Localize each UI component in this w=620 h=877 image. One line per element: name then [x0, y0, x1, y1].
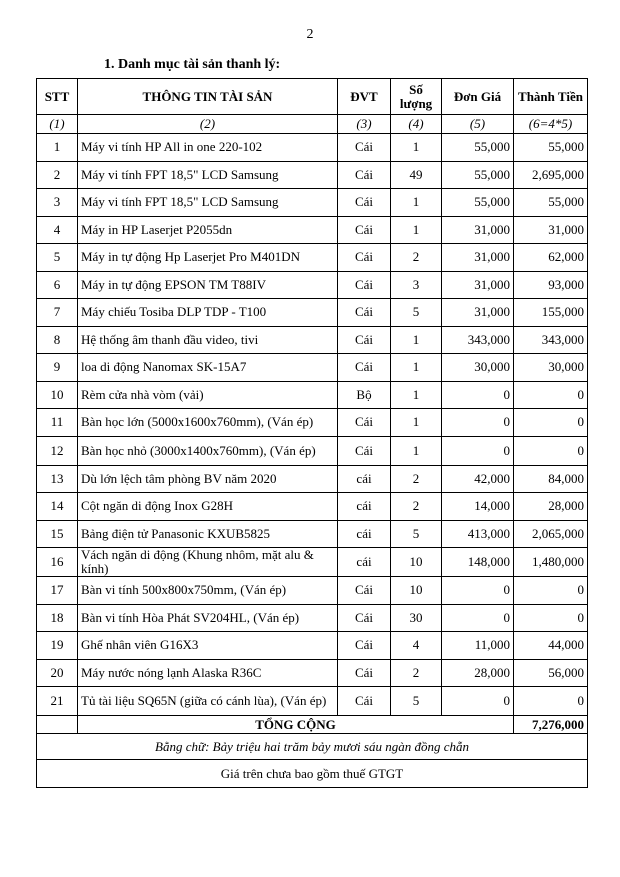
- row-amount: 1,480,000: [514, 548, 588, 577]
- row-asset-name: Bàn vi tính 500x800x750mm, (Ván ép): [78, 577, 338, 605]
- row-stt: 12: [37, 436, 78, 465]
- row-stt: 16: [37, 548, 78, 577]
- row-price: 0: [442, 687, 514, 716]
- row-amount: 343,000: [514, 326, 588, 354]
- table-row: [37, 465, 588, 493]
- row-price: 31,000: [442, 216, 514, 244]
- row-amount: 30,000: [514, 354, 588, 382]
- asset-table: [36, 78, 588, 788]
- table-row: [37, 687, 588, 716]
- row-amount: 84,000: [514, 465, 588, 493]
- row-unit: Cái: [338, 577, 391, 605]
- table-row: [37, 299, 588, 327]
- row-stt: 21: [37, 687, 78, 716]
- row-amount: 0: [514, 687, 588, 716]
- row-stt: 18: [37, 604, 78, 632]
- row-price: 42,000: [442, 465, 514, 493]
- row-amount: 44,000: [514, 632, 588, 660]
- table-row: [37, 189, 588, 217]
- total-row: [37, 716, 588, 734]
- row-unit: cái: [338, 465, 391, 493]
- row-unit: Cái: [338, 436, 391, 465]
- header-qty: Số lượng: [391, 79, 442, 115]
- row-stt: 7: [37, 299, 78, 327]
- row-qty: 3: [391, 271, 442, 299]
- row-qty: 5: [391, 687, 442, 716]
- row-unit: Cái: [338, 687, 391, 716]
- row-unit: Cái: [338, 189, 391, 217]
- row-qty: 5: [391, 520, 442, 548]
- row-amount: 31,000: [514, 216, 588, 244]
- code-cell: (3): [338, 115, 391, 134]
- table-row: [37, 548, 588, 577]
- row-qty: 2: [391, 493, 442, 521]
- row-qty: 2: [391, 465, 442, 493]
- row-amount: 0: [514, 577, 588, 605]
- row-stt: 5: [37, 244, 78, 272]
- row-amount: 62,000: [514, 244, 588, 272]
- row-price: 31,000: [442, 299, 514, 327]
- table-row: [37, 216, 588, 244]
- row-asset-name: Tủ tài liệu SQ65N (giữa có cánh lùa), (Ván ép): [78, 687, 338, 716]
- row-price: 0: [442, 436, 514, 465]
- row-asset-name: Bàn học nhỏ (3000x1400x760mm), (Ván ép): [78, 436, 338, 465]
- row-unit: Cái: [338, 244, 391, 272]
- row-amount: 93,000: [514, 271, 588, 299]
- vat-note: Giá trên chưa bao gồm thuế GTGT: [37, 760, 588, 788]
- row-qty: 1: [391, 189, 442, 217]
- row-qty: 1: [391, 409, 442, 437]
- row-price: 0: [442, 577, 514, 605]
- row-stt: 17: [37, 577, 78, 605]
- row-qty: 2: [391, 659, 442, 687]
- section-heading: 1. Danh mục tài sản thanh lý:: [104, 57, 281, 72]
- total-label: TỔNG CỘNG: [78, 716, 514, 734]
- row-unit: Cái: [338, 134, 391, 162]
- row-stt: 3: [37, 189, 78, 217]
- row-qty: 1: [391, 216, 442, 244]
- total-blank: [37, 716, 78, 734]
- row-stt: 9: [37, 354, 78, 382]
- table-row: [37, 326, 588, 354]
- row-asset-name: Vách ngăn di động (Khung nhôm, mặt alu & kính): [78, 548, 338, 577]
- code-cell: (1): [37, 115, 78, 134]
- row-asset-name: Bàn học lớn (5000x1600x760mm), (Ván ép): [78, 409, 338, 437]
- row-price: 0: [442, 409, 514, 437]
- row-price: 55,000: [442, 134, 514, 162]
- row-price: 28,000: [442, 659, 514, 687]
- row-amount: 2,695,000: [514, 161, 588, 189]
- row-amount: 0: [514, 604, 588, 632]
- row-unit: Cái: [338, 271, 391, 299]
- row-asset-name: Máy vi tính FPT 18,5" LCD Samsung: [78, 189, 338, 217]
- table-row: [37, 659, 588, 687]
- row-amount: 28,000: [514, 493, 588, 521]
- row-asset-name: Dù lớn lệch tâm phòng BV năm 2020: [78, 465, 338, 493]
- row-qty: 49: [391, 161, 442, 189]
- row-amount: 56,000: [514, 659, 588, 687]
- total-value: 7,276,000: [514, 716, 588, 734]
- table-row: [37, 271, 588, 299]
- table-row: [37, 409, 588, 437]
- row-price: 55,000: [442, 189, 514, 217]
- row-qty: 10: [391, 548, 442, 577]
- row-qty: 1: [391, 436, 442, 465]
- page-number: 2: [306, 27, 314, 42]
- row-price: 343,000: [442, 326, 514, 354]
- row-asset-name: Máy in HP Laserjet P2055dn: [78, 216, 338, 244]
- table-row: [37, 354, 588, 382]
- table-row: [37, 520, 588, 548]
- row-asset-name: Máy in tự động EPSON TM T88IV: [78, 271, 338, 299]
- row-unit: cái: [338, 520, 391, 548]
- row-qty: 2: [391, 244, 442, 272]
- table-row: [37, 493, 588, 521]
- row-price: 31,000: [442, 271, 514, 299]
- row-amount: 155,000: [514, 299, 588, 327]
- table-row: [37, 134, 588, 162]
- table-row: [37, 632, 588, 660]
- row-stt: 6: [37, 271, 78, 299]
- row-qty: 10: [391, 577, 442, 605]
- row-unit: Cái: [338, 604, 391, 632]
- table-row: [37, 436, 588, 465]
- in-words-row: [37, 734, 588, 760]
- row-asset-name: Bàn vi tính Hòa Phát SV204HL, (Ván ép): [78, 604, 338, 632]
- row-asset-name: Rèm cửa nhà vòm (vải): [78, 381, 338, 409]
- row-qty: 1: [391, 134, 442, 162]
- row-asset-name: Hệ thống âm thanh đầu video, tivi: [78, 326, 338, 354]
- row-qty: 4: [391, 632, 442, 660]
- row-price: 11,000: [442, 632, 514, 660]
- row-unit: Cái: [338, 216, 391, 244]
- row-unit: Cái: [338, 632, 391, 660]
- table-row: [37, 244, 588, 272]
- row-stt: 11: [37, 409, 78, 437]
- row-qty: 5: [391, 299, 442, 327]
- table-row: [37, 381, 588, 409]
- code-cell: (4): [391, 115, 442, 134]
- code-cell: (6=4*5): [514, 115, 588, 134]
- row-price: 31,000: [442, 244, 514, 272]
- row-asset-name: Máy chiếu Tosiba DLP TDP - T100: [78, 299, 338, 327]
- row-asset-name: Máy vi tính HP All in one 220-102: [78, 134, 338, 162]
- row-price: 413,000: [442, 520, 514, 548]
- row-price: 148,000: [442, 548, 514, 577]
- row-asset-name: Máy in tự động Hp Laserjet Pro M401DN: [78, 244, 338, 272]
- row-stt: 8: [37, 326, 78, 354]
- row-qty: 30: [391, 604, 442, 632]
- row-amount: 2,065,000: [514, 520, 588, 548]
- table-row: [37, 604, 588, 632]
- row-stt: 13: [37, 465, 78, 493]
- row-qty: 1: [391, 381, 442, 409]
- table-row: [37, 161, 588, 189]
- header-price: Đơn Giá: [442, 79, 514, 115]
- row-stt: 20: [37, 659, 78, 687]
- code-cell: (2): [78, 115, 338, 134]
- row-qty: 1: [391, 354, 442, 382]
- row-stt: 14: [37, 493, 78, 521]
- table-row: [37, 577, 588, 605]
- row-unit: cái: [338, 493, 391, 521]
- row-asset-name: Bảng điện tử Panasonic KXUB5825: [78, 520, 338, 548]
- in-words: Bằng chữ: Bảy triệu hai trăm bảy mươi sáu ngàn đồng chẵn: [37, 734, 588, 760]
- row-stt: 15: [37, 520, 78, 548]
- row-price: 14,000: [442, 493, 514, 521]
- row-asset-name: Ghế nhân viên G16X3: [78, 632, 338, 660]
- row-stt: 2: [37, 161, 78, 189]
- row-amount: 55,000: [514, 189, 588, 217]
- row-unit: Cái: [338, 161, 391, 189]
- header-stt: STT: [37, 79, 78, 115]
- row-price: 0: [442, 381, 514, 409]
- column-code-row: [37, 115, 588, 134]
- code-cell: (5): [442, 115, 514, 134]
- row-price: 30,000: [442, 354, 514, 382]
- vat-note-row: [37, 760, 588, 788]
- row-stt: 19: [37, 632, 78, 660]
- row-amount: 0: [514, 436, 588, 465]
- row-asset-name: Máy vi tính FPT 18,5" LCD Samsung: [78, 161, 338, 189]
- row-stt: 10: [37, 381, 78, 409]
- row-qty: 1: [391, 326, 442, 354]
- header-unit: ĐVT: [338, 79, 391, 115]
- row-price: 55,000: [442, 161, 514, 189]
- row-unit: Cái: [338, 299, 391, 327]
- row-amount: 0: [514, 381, 588, 409]
- row-unit: cái: [338, 548, 391, 577]
- row-unit: Cái: [338, 409, 391, 437]
- row-asset-name: loa di động Nanomax SK-15A7: [78, 354, 338, 382]
- row-unit: Cái: [338, 326, 391, 354]
- row-unit: Bộ: [338, 381, 391, 409]
- row-asset-name: Máy nước nóng lạnh Alaska R36C: [78, 659, 338, 687]
- row-stt: 4: [37, 216, 78, 244]
- row-price: 0: [442, 604, 514, 632]
- row-asset-name: Cột ngăn di động Inox G28H: [78, 493, 338, 521]
- header-row: [37, 79, 588, 115]
- header-amount: Thành Tiền: [514, 79, 588, 115]
- row-amount: 55,000: [514, 134, 588, 162]
- row-stt: 1: [37, 134, 78, 162]
- row-unit: Cái: [338, 354, 391, 382]
- row-unit: Cái: [338, 659, 391, 687]
- header-info: THÔNG TIN TÀI SẢN: [78, 79, 338, 115]
- row-amount: 0: [514, 409, 588, 437]
